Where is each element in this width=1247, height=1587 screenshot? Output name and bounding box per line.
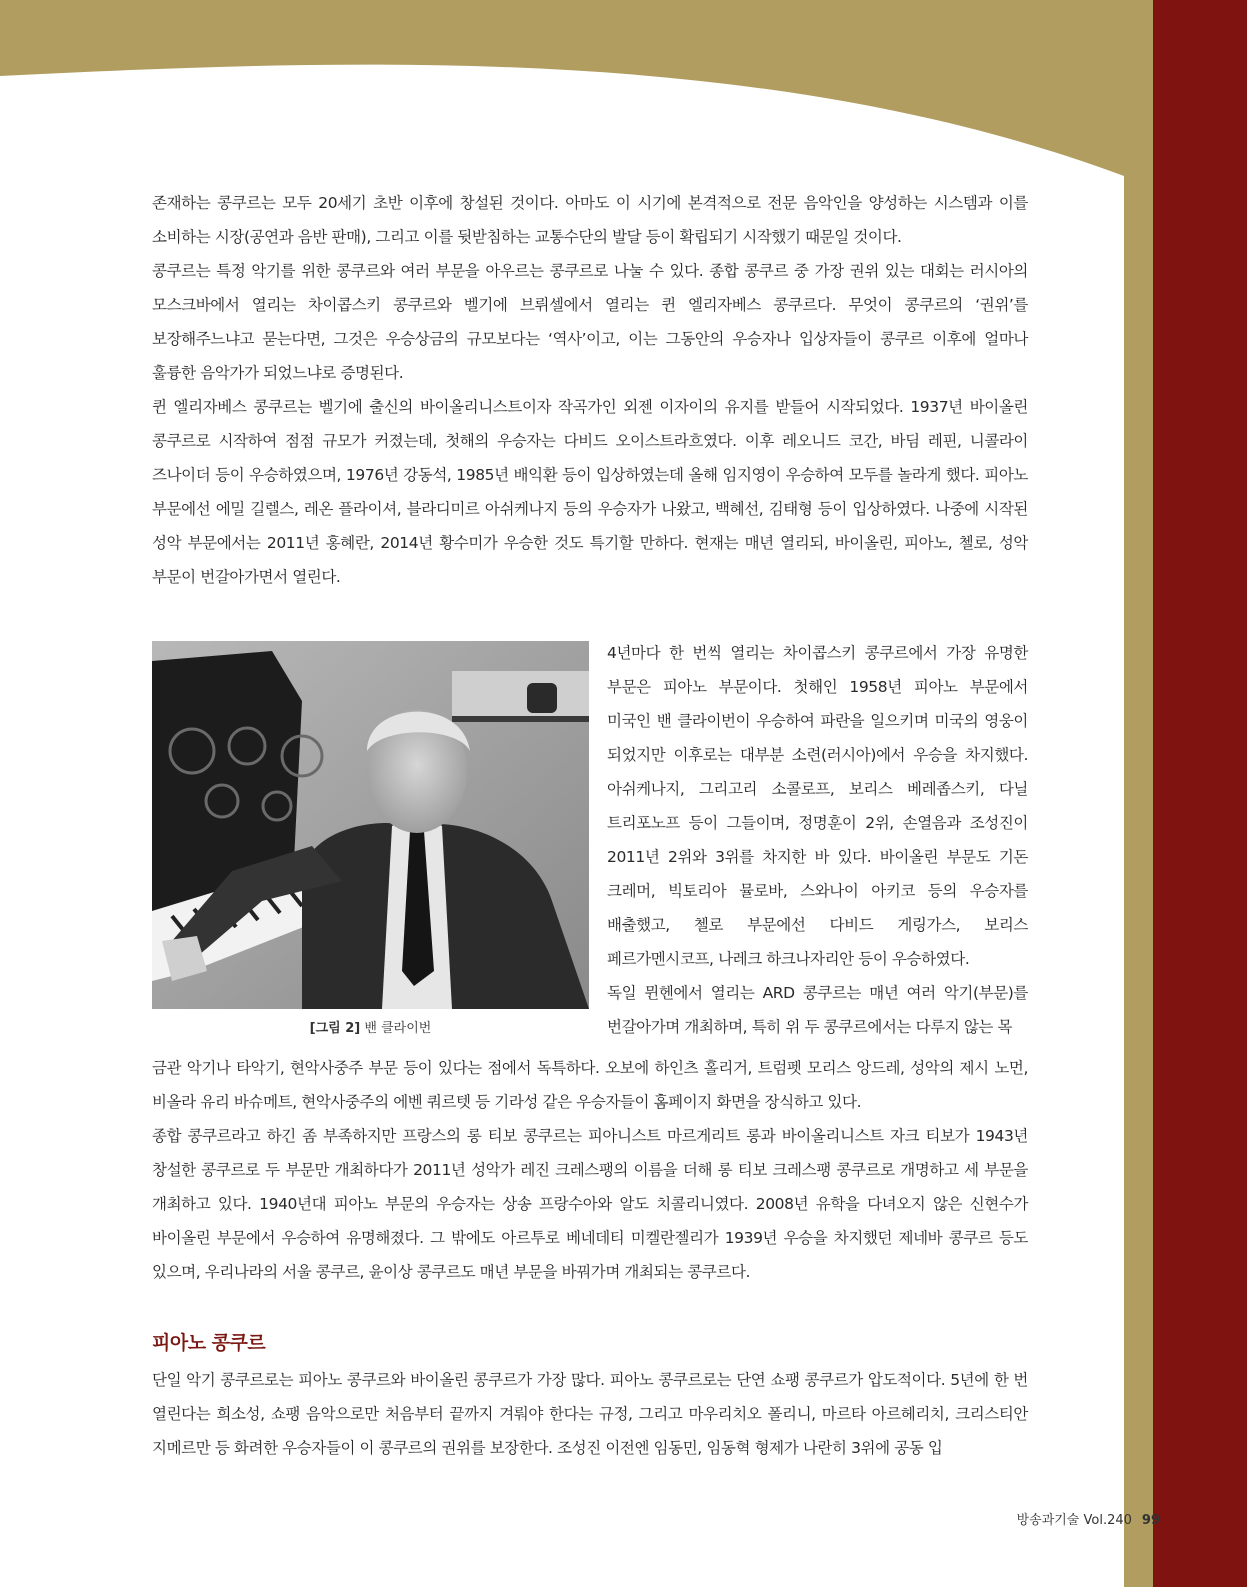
figure-label: [그림 2] [309, 1021, 361, 1036]
piano-section-text [152, 1363, 1028, 1465]
paragraph: 독일 뮌헨에서 열리는 ARD 콩쿠르는 매년 여러 악기(부문)를 번갈아가며 개최하며, 특히 위 두 콩쿠르에서는 다루지 않는 목 [607, 984, 1028, 1036]
intro-text-block [152, 186, 1028, 594]
paragraph: 존재하는 콩쿠르는 모두 20세기 초반 이후에 창설된 것이다. 아마도 이 시기에 본격적으로 전문 음악인을 양성하는 시스템과 이를 소비하는 시장(공연과 음반 판매), 그리고 이를 뒷받침하는 교통수단의 발달 등이 확립되기 시작했기 때문일 것이다. [152, 194, 1028, 246]
paragraph: 금관 악기나 타악기, 현악사중주 부문 등이 있다는 점에서 독특하다. 오보에 하인츠 홀리거, 트럼펫 모리스 앙드레, 성악의 제시 노먼, 비올라 유리 바슈메트, 현악사중주의 에벤 쿼르텟 등 기라성 같은 우승자들이 홈페이지 화면을 장식하고 있다. [152, 1059, 1028, 1111]
right-column-text [607, 636, 1028, 1044]
van-cliburn-photo [152, 641, 589, 1009]
page-number: 99 [1141, 1513, 1160, 1528]
section-heading: 피아노 콩쿠르 [152, 1332, 266, 1354]
paragraph: 콩쿠르는 특정 악기를 위한 콩쿠르와 여러 부문을 아우르는 콩쿠르로 나눌 수 있다. 종합 콩쿠르 중 가장 권위 있는 대회는 러시아의 모스크바에서 열리는 차이콥스키 콩쿠르와 벨기에 브뤼셀에서 열리는 퀸 엘리자베스 콩쿠르다. 무엇이 콩쿠르의 ‘권위’를 보장해주느냐고 묻는다면, 그것은 우승상금의 규모보다는 ‘역사’이고, 이는 그동안의 우승자나 입상자들이 콩쿠르 이후에 얼마나 훌륭한 음악가가 되었느냐로 증명된다. [152, 262, 1028, 382]
figure-caption-text: 밴 클라이번 [364, 1021, 432, 1036]
maroon-side-band [1153, 0, 1247, 1587]
paragraph: 4년마다 한 번씩 열리는 차이콥스키 콩쿠르에서 가장 유명한 부문은 피아노 부문이다. 첫해인 1958년 피아노 부문에서 미국인 밴 클라이번이 우승하여 파란을 일으키며 미국의 영웅이 되었지만 이후로는 대부분 소련(러시아)에서 우승을 차지했다. 아쉬케나지, 그리고리 소콜로프, 보리스 베레좁스키, 다닐 트리포노프 등이 그들이며, 정명훈이 2위, 손열음과 조성진이 2011년 2위와 3위를 차지한 바 있다. 바이올린 부문도 기돈 크레머, 빅토리아 뮬로바, 스와나이 아키코 등의 우승자를 배출했고, 첼로 부문에선 다비드 게링가스, 보리스 페르가멘시코프, 나레크 하크나자리안 등이 우승하였다. [607, 644, 1028, 968]
page-footer [900, 1509, 1160, 1528]
magazine-name: 방송과기술 Vol.240 [1016, 1513, 1132, 1528]
figure-caption [152, 1017, 589, 1036]
paragraph: 단일 악기 콩쿠르로는 피아노 콩쿠르와 바이올린 콩쿠르가 가장 많다. 피아노 콩쿠르로는 단연 쇼팽 콩쿠르가 압도적이다. 5년에 한 번 열린다는 희소성, 쇼팽 음악으로만 처음부터 끝까지 겨뤄야 한다는 규정, 그리고 마우리치오 폴리니, 마르타 아르헤리치, 크리스티안 지메르만 등 화려한 우승자들이 이 콩쿠르의 권위를 보장한다. 조성진 이전엔 임동민, 임동혁 형제가 나란히 3위에 공동 입 [152, 1371, 1028, 1457]
paragraph: 퀸 엘리자베스 콩쿠르는 벨기에 출신의 바이올리니스트이자 작곡가인 외젠 이자이의 유지를 받들어 시작되었다. 1937년 바이올린 콩쿠르로 시작하여 점점 규모가 커졌는데, 첫해의 우승자는 다비드 오이스트라흐였다. 이후 레오니드 코간, 바딤 레핀, 니콜라이 즈나이더 등이 우승하였으며, 1976년 강동석, 1985년 배익환 등이 입상하였는데 올해 임지영이 우승하여 모두를 놀라게 했다. 피아노 부문에선 에밀 길렐스, 레온 플라이셔, 블라디미르 아쉬케나지 등의 우승자가 나왔고, 백혜선, 김태형 등이 입상하였다. 나중에 시작된 성악 부문에서는 2011년 홍혜란, 2014년 황수미가 우승한 것도 특기할 만하다. 현재는 매년 열리되, 바이올린, 피아노, 첼로, 성악 부문이 번갈아가면서 열린다. [152, 398, 1028, 586]
paragraph: 종합 콩쿠르라고 하긴 좀 부족하지만 프랑스의 롱 티보 콩쿠르는 피아니스트 마르게리트 롱과 바이올리니스트 자크 티보가 1943년 창설한 콩쿠르로 두 부문만 개최하다가 2011년 성악가 레진 크레스팽의 이름을 더해 롱 티보 크레스팽 콩쿠르로 개명하고 세 부문을 개최하고 있다. 1940년대 피아노 부문의 우승자는 상송 프랑수아와 알도 치콜리니였다. 2008년 유학을 다녀오지 않은 신현수가 바이올린 부문에서 우승하여 유명해졌다. 그 밖에도 아르투로 베네데티 미켈란젤리가 1939년 우승을 차지했던 제네바 콩쿠르 등도 있으며, 우리나라의 서울 콩쿠르, 윤이상 콩쿠르도 매년 부문을 바꿔가며 개최되는 콩쿠르다. [152, 1127, 1028, 1281]
lower-text-block [152, 1051, 1028, 1289]
